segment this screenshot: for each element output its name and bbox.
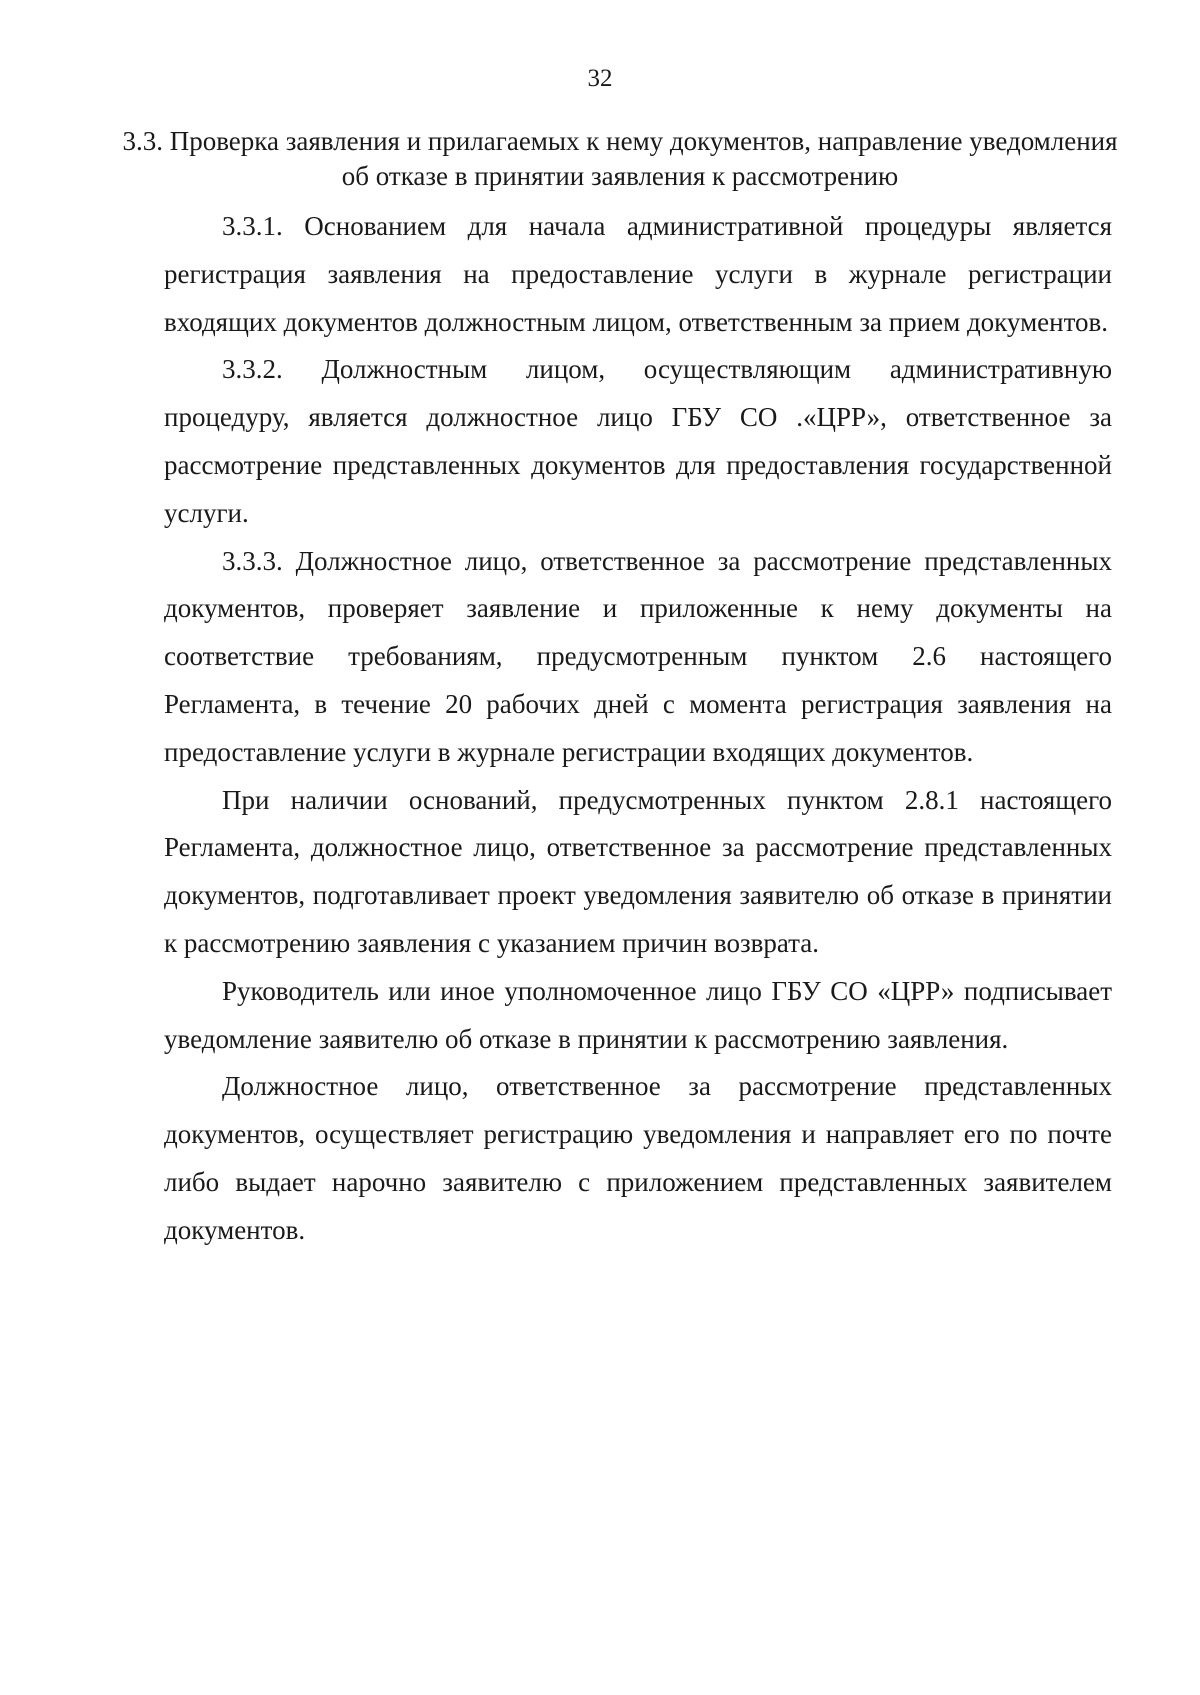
paragraph-grounds: При наличии оснований, предусмотренных пунктом 2.8.1 настоящего Регламента, должностное лицо, ответственное за рассмотрение представленных документов, подготавливает проект уведомления заявителю об отказе в принятии к рассмотрению заявления с указанием причин возврата. [164,784,1112,958]
paragraph-3-3-1: 3.3.1. Основанием для начала административной процедуры является регистрация заявления на предоставление услуги в журнале регистрации входящих документов должностным лицом, ответственным за прием документов. [164,211,1112,337]
page-number: 32 [587,65,613,92]
paragraph-3-3-3: 3.3.3. Должностное лицо, ответственное за рассмотрение представленных документов, проверяет заявление и приложенные к нему документы на соответствие требованиям, предусмотренным пунктом 2.6 настоящего Регламента, в течение 20 рабочих дней с момента регистрация заявления на предоставление услуги в журнале регистрации входящих документов. [164,545,1112,767]
paragraph-registration: Должностное лицо, ответственное за рассмотрение представленных документов, осуществляет регистрацию уведомления и направляет его по почте либо выдает нарочно заявителю с приложением представленных заявителем документов. [164,1071,1112,1245]
paragraph-3-3-2: 3.3.2. Должностным лицом, осуществляющим административную процедуру, является должностное лицо ГБУ СО .«ЦРР», ответственное за рассмотрение представленных документов для предоставления государственной услуги. [164,354,1112,528]
paragraph-head-signs: Руководитель или иное уполномоченное лицо ГБУ СО «ЦРР» подписывает уведомление заявителю об отказе в принятии к рассмотрению заявления. [164,975,1112,1054]
document-body [164,203,1112,1255]
section-heading: 3.3. Проверка заявления и прилагаемых к нему документов, направление уведомления об отказе в принятии заявления к рассмотрению [122,126,1118,191]
